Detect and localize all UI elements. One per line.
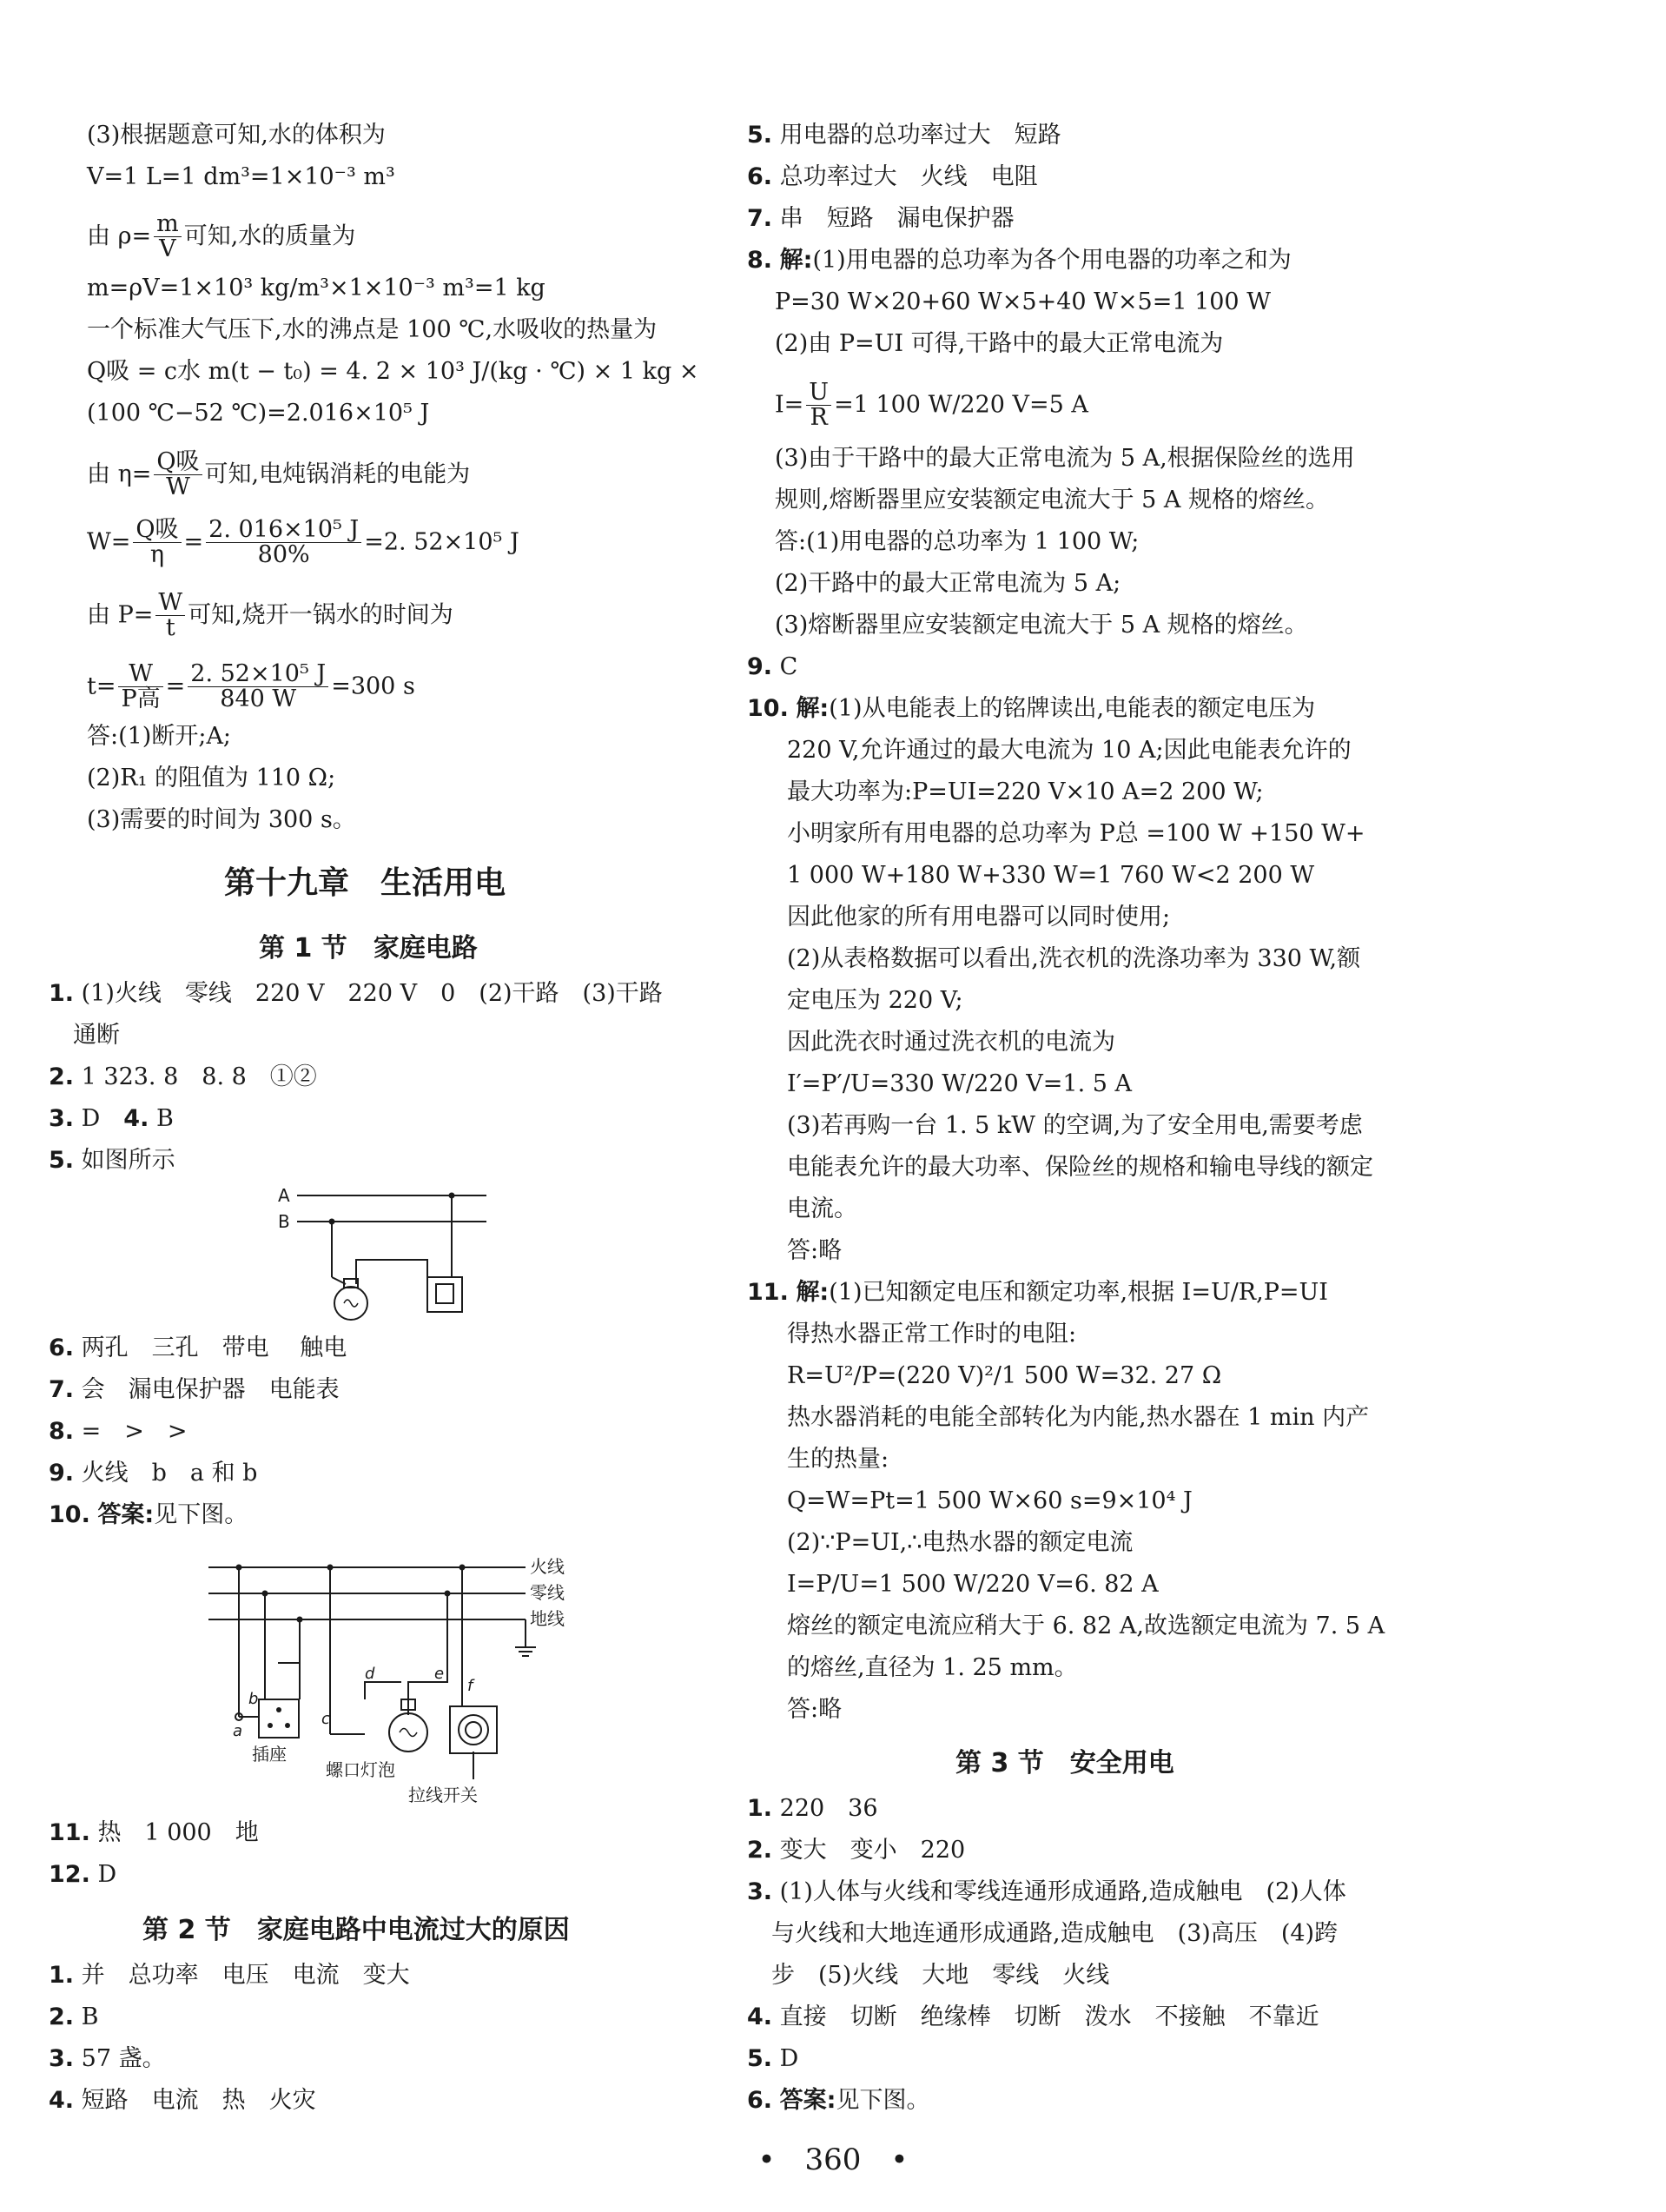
text-line: 1 000 W+180 W+330 W=1 760 W<2 200 W	[787, 862, 1315, 889]
answer-text: D	[779, 2045, 799, 2072]
answer-line	[49, 1102, 174, 1136]
question-number: 1.	[49, 1962, 75, 1989]
answer-line	[49, 2000, 98, 2035]
text: 可知,烧开一锅水的时间为	[188, 601, 453, 629]
denominator: P高	[121, 685, 161, 713]
text-line: 小明家所有用电器的总功率为 P总 =100 W +150 W+	[787, 820, 1365, 847]
question-number: 7.	[49, 1376, 75, 1403]
text-line: 答:(1)断开;A;	[87, 723, 232, 750]
text-line: 答:略	[787, 1237, 843, 1264]
answer-text: 热 1 000 地	[97, 1819, 259, 1846]
answer-text: 与火线和大地连通形成通路,造成触电 (3)高压 (4)跨	[771, 1920, 1339, 1947]
text: t=	[87, 672, 116, 700]
answer-text: D	[97, 1861, 117, 1888]
text-line: 电能表允许的最大功率、保险丝的规格和输电导线的额定	[787, 1154, 1373, 1181]
formula-line	[87, 212, 355, 262]
text-line: (2)R₁ 的阻值为 110 Ω;	[87, 765, 336, 791]
answer-text: C	[779, 653, 798, 680]
question-number: 8.	[49, 1418, 75, 1445]
text-line: (100 ℃−52 ℃)=2.016×10⁵ J	[87, 400, 430, 427]
section-title: 第 1 节 家庭电路	[259, 933, 478, 964]
text: =300 s	[331, 672, 415, 700]
answer-line	[49, 1858, 116, 1892]
question-number: 12.	[49, 1861, 90, 1888]
label-b: B	[278, 1211, 290, 1232]
label-b: b	[248, 1690, 259, 1708]
question-number: 4.	[49, 2087, 75, 2114]
answer-line	[49, 1331, 347, 1366]
answer-line	[49, 2083, 316, 2118]
question-number: 4.	[747, 2003, 773, 2030]
label-a: a	[233, 1722, 243, 1740]
label-zero: 零线	[530, 1582, 565, 1603]
circuit-figure-10	[191, 1552, 591, 1812]
answer-text: 220 36	[779, 1795, 878, 1822]
numerator: U	[806, 381, 831, 406]
text-line: 规则,熔断器里应安装额定电流大于 5 A 规格的熔丝。	[775, 487, 1330, 513]
text-line: (3)由于干路中的最大正常电流为 5 A,根据保险丝的选用	[775, 445, 1355, 472]
fraction	[118, 662, 162, 712]
text-line: 熔丝的额定电流应稍大于 6. 82 A,故选额定电流为 7. 5 A	[787, 1613, 1385, 1639]
answer-line	[747, 202, 1015, 236]
question-number: 5.	[49, 1147, 75, 1174]
answer-label: 解:	[796, 695, 830, 722]
text-line: (3)需要的时间为 300 s。	[87, 806, 356, 833]
denominator: W	[166, 474, 190, 501]
question-number: 6.	[747, 163, 773, 190]
answer-line	[747, 1875, 1346, 1910]
text-line: 定电压为 220 V;	[787, 987, 963, 1014]
text-line: 热水器消耗的电能全部转化为内能,热水器在 1 min 内产	[787, 1404, 1370, 1431]
question-number: 2.	[747, 1837, 773, 1864]
answer-line	[49, 1414, 188, 1449]
fraction	[133, 518, 181, 568]
text-line: (2)由 P=UI 可得,干路中的最大正常电流为	[775, 330, 1224, 357]
text-line: (3)若再购一台 1. 5 kW 的空调,为了安全用电,需要考虑	[787, 1112, 1363, 1139]
answer-text: (1)人体与火线和零线连通形成通路,造成触电 (2)人体	[779, 1878, 1346, 1905]
question-number: 6.	[49, 1334, 75, 1361]
label-f: f	[467, 1677, 473, 1695]
answer-text: D	[81, 1105, 124, 1132]
question-number: 5.	[747, 2045, 773, 2072]
answer-text: 见下图。	[836, 2087, 930, 2114]
answer-text: B	[81, 2003, 99, 2030]
label-d: d	[365, 1665, 375, 1683]
numerator: W	[155, 591, 185, 616]
label-switch: 拉线开关	[408, 1785, 478, 1805]
question-number: 3.	[49, 2045, 75, 2072]
text: 由 η=	[87, 460, 152, 488]
question-number: 2.	[49, 2003, 75, 2030]
section-title: 第 3 节 安全用电	[955, 1748, 1174, 1778]
text-line: 得热水器正常工作时的电阻:	[787, 1321, 1077, 1348]
answer-line	[49, 1816, 259, 1851]
question-number: 2.	[49, 1063, 75, 1090]
answer-label: 答案:	[97, 1501, 155, 1528]
text-line: P=30 W×20+60 W×5+40 W×5=1 100 W	[775, 288, 1271, 315]
label-c: c	[321, 1710, 330, 1728]
answer-label: 解:	[796, 1279, 830, 1306]
text: 由 P=	[87, 601, 154, 629]
answer-text: 变大 变小 220	[779, 1837, 966, 1864]
answer-text: 直接 切断 绝缘棒 切断 泼水 不接触 不靠近	[779, 2003, 1319, 2030]
text-line: m=ρV=1×10³ kg/m³×1×10⁻³ m³=1 kg	[87, 275, 545, 301]
text-line: 电流。	[787, 1195, 857, 1222]
text-line: 最大功率为:P=UI=220 V×10 A=2 200 W;	[787, 778, 1264, 805]
denominator: t	[165, 614, 175, 642]
answer-text: (1)用电器的总功率为各个用电器的功率之和为	[812, 247, 1292, 274]
question-number: 3.	[49, 1105, 75, 1132]
answer-line	[747, 2000, 1319, 2035]
answer-line	[747, 160, 1038, 195]
question-number: 6.	[747, 2087, 773, 2114]
numerator: m	[154, 212, 182, 237]
denominator: R	[810, 404, 828, 432]
pull-switch-icon	[450, 1706, 497, 1753]
fraction	[206, 518, 361, 568]
text-line: (2)干路中的最大正常电流为 5 A;	[775, 570, 1121, 597]
question-number: 8.	[747, 247, 773, 274]
question-number: 9.	[49, 1460, 75, 1487]
formula-line	[87, 518, 519, 568]
text-line: I′=P′/U=330 W/220 V=1. 5 A	[787, 1070, 1132, 1097]
denominator: 840 W	[220, 685, 297, 713]
text-line: V=1 L=1 dm³=1×10⁻³ m³	[87, 163, 395, 190]
fraction	[155, 591, 185, 641]
formula-line	[87, 591, 453, 641]
numerator: Q吸	[154, 450, 202, 475]
question-number: 11.	[747, 1279, 789, 1306]
text: =1 100 W/220 V=5 A	[834, 391, 1088, 419]
label-ground: 地线	[530, 1608, 565, 1629]
answer-text: 串 短路 漏电保护器	[779, 205, 1015, 232]
answer-line	[747, 1791, 878, 1826]
text: =	[165, 672, 186, 700]
formula-line	[87, 662, 415, 712]
text-line: I=P/U=1 500 W/220 V=6. 82 A	[787, 1571, 1159, 1598]
text-line: 因此他家的所有用电器可以同时使用;	[787, 904, 1171, 930]
answer-text: (1)从电能表上的铭牌读出,电能表的额定电压为	[829, 695, 1316, 722]
question-number: 10.	[747, 695, 789, 722]
label-lamp: 螺口灯泡	[326, 1759, 395, 1780]
answer-label: 解:	[779, 247, 813, 274]
text: I=	[775, 391, 804, 419]
wire	[356, 1260, 427, 1284]
text-line: (3)熔断器里应安装额定电流大于 5 A 规格的熔丝。	[775, 612, 1308, 639]
answer-line	[747, 2083, 929, 2118]
answer-label: 答案:	[779, 2087, 836, 2114]
formula-line	[87, 450, 470, 500]
denominator: η	[149, 541, 165, 569]
section-title: 第 2 节 家庭电路中电流过大的原因	[142, 1915, 570, 1945]
switch-icon	[427, 1277, 462, 1312]
text-line: 生的热量:	[787, 1446, 889, 1473]
text-line: (3)根据题意可知,水的体积为	[87, 122, 386, 149]
text-line: 答:略	[787, 1696, 843, 1723]
denominator: 80%	[257, 541, 310, 569]
text: W=	[87, 528, 131, 556]
fraction	[188, 662, 328, 712]
answer-text: 用电器的总功率过大 短路	[779, 122, 1061, 149]
answer-line	[747, 243, 1292, 278]
text-line: 的熔丝,直径为 1. 25 mm。	[787, 1654, 1078, 1681]
answer-text: 总功率过大 火线 电阻	[779, 163, 1038, 190]
fraction	[154, 212, 182, 262]
formula-line	[775, 381, 1088, 431]
answer-line	[49, 1373, 340, 1407]
text-line: 因此洗衣时通过洗衣机的电流为	[787, 1029, 1115, 1056]
question-number: 4.	[123, 1105, 149, 1132]
text-line: 答:(1)用电器的总功率为 1 100 W;	[775, 528, 1140, 555]
circuit-figure-5	[269, 1182, 495, 1329]
answer-line	[49, 1958, 410, 1993]
text: =	[183, 528, 204, 556]
question-number: 11.	[49, 1819, 90, 1846]
answer-text: 火线 b a 和 b	[81, 1460, 258, 1487]
answer-line	[747, 1275, 1328, 1310]
answer-text: (1)已知额定电压和额定功率,根据 I=U/R,P=UI	[829, 1279, 1328, 1306]
chapter-title: 第十九章 生活用电	[224, 865, 506, 901]
answer-line	[747, 650, 797, 685]
text: 由 ρ=	[87, 222, 152, 250]
answer-line	[73, 1018, 120, 1053]
answer-line	[49, 1143, 175, 1178]
answer-text: 57 盏。	[81, 2045, 166, 2072]
numerator: 2. 52×10⁵ J	[188, 662, 328, 687]
label-e: e	[434, 1665, 445, 1683]
text: 可知,电炖锅消耗的电能为	[204, 460, 471, 488]
denominator: V	[159, 235, 176, 263]
page-number: • 360 •	[757, 2142, 909, 2177]
socket-icon	[259, 1699, 299, 1738]
bulb-icon	[334, 1279, 367, 1320]
fraction	[806, 381, 831, 431]
answer-line	[771, 1958, 1109, 1993]
label-a: A	[278, 1185, 290, 1206]
answer-line	[747, 1833, 965, 1868]
answer-line	[49, 1498, 248, 1533]
numerator: 2. 016×10⁵ J	[206, 518, 361, 543]
text-line: Q吸 = c水 m(t − t₀) = 4. 2 × 10³ J/(kg · ℃) × 1 kg ×	[87, 358, 699, 385]
answer-line	[49, 1060, 317, 1095]
question-number: 1.	[49, 980, 75, 1007]
text-line: (2)∵P=UI,∴电热水器的额定电流	[787, 1529, 1134, 1556]
answer-line	[771, 1917, 1338, 1951]
answer-line	[747, 2042, 798, 2076]
text-line: 一个标准大气压下,水的沸点是 100 ℃,水吸收的热量为	[87, 316, 658, 343]
answer-text: 见下图。	[154, 1501, 248, 1528]
text-line: R=U²/P=(220 V)²/1 500 W=32. 27 Ω	[787, 1362, 1222, 1389]
answer-text: 步 (5)火线 大地 零线 火线	[771, 1962, 1110, 1989]
answer-text: 两孔 三孔 带电 触电	[81, 1334, 347, 1361]
answer-text: 并 总功率 电压 电流 变大	[81, 1962, 410, 1989]
answer-line	[49, 2042, 166, 2076]
text: =2. 52×10⁵ J	[364, 528, 519, 556]
answer-line	[49, 977, 663, 1011]
answer-line	[747, 118, 1061, 153]
answer-text: 短路 电流 热 火灾	[81, 2087, 316, 2114]
answer-line	[49, 1456, 257, 1491]
fraction	[154, 450, 202, 500]
answer-text: 如图所示	[81, 1147, 175, 1174]
question-number: 1.	[747, 1795, 773, 1822]
label-fire: 火线	[530, 1556, 565, 1577]
answer-text: = > >	[81, 1418, 188, 1445]
text-line: 220 V,允许通过的最大电流为 10 A;因此电能表允许的	[787, 737, 1352, 764]
question-number: 9.	[747, 653, 773, 680]
answer-text: (1)火线 零线 220 V 220 V 0 (2)干路 (3)干路	[81, 980, 663, 1007]
question-number: 7.	[747, 205, 773, 232]
question-number: 3.	[747, 1878, 773, 1905]
answer-line	[747, 692, 1315, 726]
text: 可知,水的质量为	[183, 222, 356, 250]
answer-text: 通断	[73, 1022, 120, 1049]
answer-text: B	[155, 1105, 174, 1132]
text-line: (2)从表格数据可以看出,洗衣机的洗涤功率为 330 W,额	[787, 945, 1361, 972]
text-line: Q=W=Pt=1 500 W×60 s=9×10⁴ J	[787, 1487, 1193, 1514]
answer-text: 1 323. 8 8. 8 ①②	[81, 1063, 317, 1090]
label-socket: 插座	[252, 1744, 287, 1765]
answer-text: 会 漏电保护器 电能表	[81, 1376, 340, 1403]
question-number: 10.	[49, 1501, 90, 1528]
question-number: 5.	[747, 122, 773, 149]
numerator: W	[118, 662, 162, 687]
numerator: Q吸	[133, 518, 181, 543]
